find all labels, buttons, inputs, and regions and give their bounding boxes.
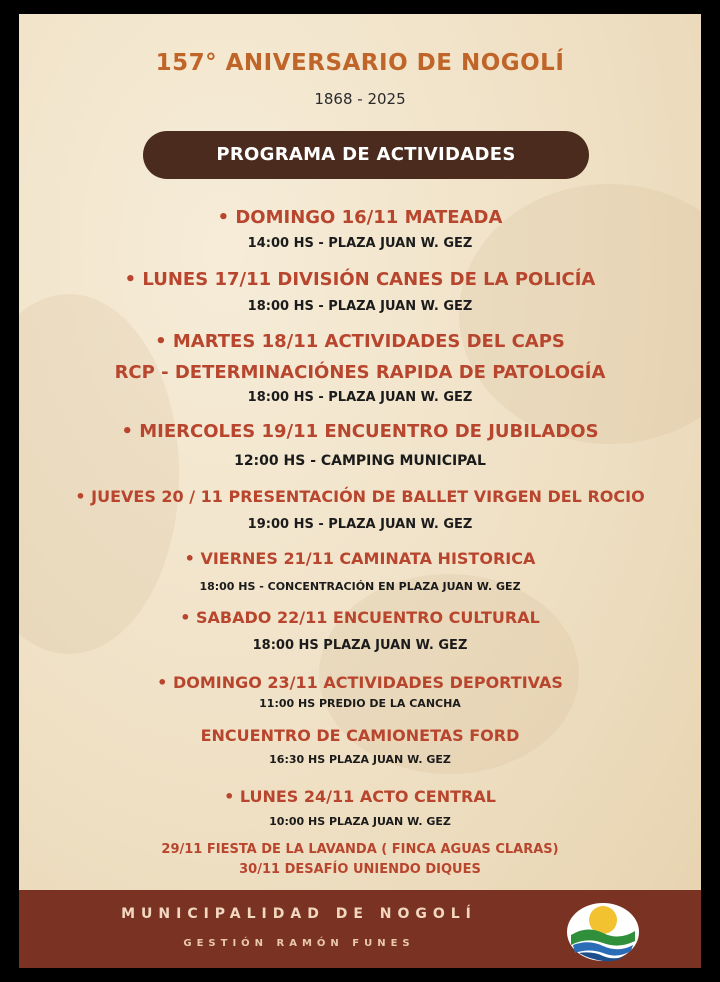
municipality-name: MUNICIPALIDAD DE NOGOLÍ (121, 906, 477, 922)
years-subtitle: 1868 - 2025 (314, 90, 406, 108)
event-detail: 18:00 HS - CONCENTRACIÓN EN PLAZA JUAN W. GEZ (199, 580, 521, 593)
event-title: • DOMINGO 16/11 MATEADA (217, 207, 503, 228)
event-detail: 12:00 HS - CAMPING MUNICIPAL (234, 453, 486, 469)
event-title: ENCUENTRO DE CAMIONETAS FORD (200, 726, 520, 745)
footer (19, 890, 701, 968)
event-title: • SABADO 22/11 ENCUENTRO CULTURAL (180, 608, 540, 627)
event-detail: 18:00 HS - PLAZA JUAN W. GEZ (247, 390, 473, 405)
event-detail: 18:00 HS PLAZA JUAN W. GEZ (252, 638, 468, 653)
event-detail: 11:00 HS PREDIO DE LA CANCHA (259, 697, 461, 710)
event-title: • LUNES 24/11 ACTO CENTRAL (224, 787, 496, 806)
event-title: • MARTES 18/11 ACTIVIDADES DEL CAPS (155, 331, 565, 352)
event-title: • LUNES 17/11 DIVISIÓN CANES DE LA POLICÍA (124, 269, 596, 290)
event-subtitle: RCP - DETERMINACIÓNES RAPIDA DE PATOLOGÍA (114, 362, 606, 383)
event-title: • MIERCOLES 19/11 ENCUENTRO DE JUBILADOS (121, 421, 599, 442)
event-detail: 10:00 HS PLAZA JUAN W. GEZ (269, 815, 451, 828)
event-detail: 18:00 HS - PLAZA JUAN W. GEZ (247, 299, 473, 314)
municipality-logo (565, 901, 641, 963)
management-name: GESTIÓN RAMÓN FUNES (183, 938, 415, 949)
event-detail: 16:30 HS PLAZA JUAN W. GEZ (269, 753, 451, 766)
event-title: • JUEVES 20 / 11 PRESENTACIÓN DE BALLET VIRGEN DEL ROCIO (75, 487, 645, 506)
program-banner: PROGRAMA DE ACTIVIDADES (143, 131, 589, 179)
page-title: 157° ANIVERSARIO DE NOGOLÍ (155, 50, 565, 76)
event-detail: 14:00 HS - PLAZA JUAN W. GEZ (247, 236, 473, 251)
poster (19, 14, 701, 968)
event-title: • DOMINGO 23/11 ACTIVIDADES DEPORTIVAS (157, 673, 563, 692)
extra-event: 30/11 DESAFÍO UNIENDO DIQUES (239, 862, 481, 877)
extra-event: 29/11 FIESTA DE LA LAVANDA ( FINCA AGUAS CLARAS) (161, 842, 559, 857)
event-detail: 19:00 HS - PLAZA JUAN W. GEZ (247, 517, 473, 532)
event-title: • VIERNES 21/11 CAMINATA HISTORICA (184, 549, 536, 568)
